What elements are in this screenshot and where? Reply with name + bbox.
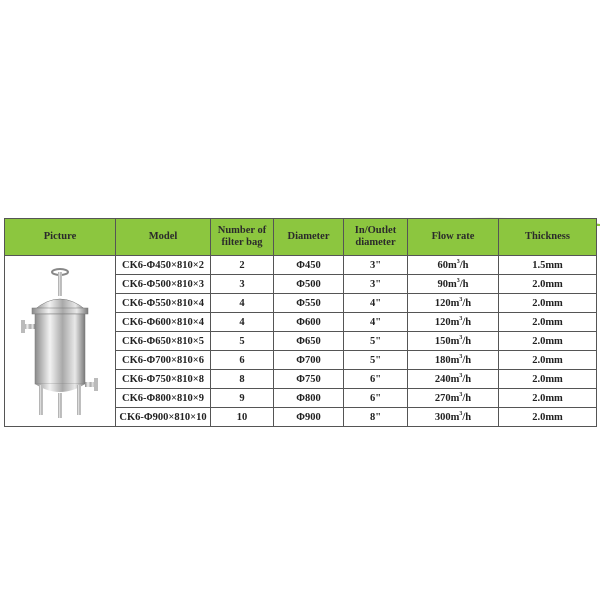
- flow-value: 300m: [434, 412, 460, 423]
- inoutlet-diameter-cell: 3": [344, 256, 408, 275]
- thickness-cell: 1.5mm: [499, 256, 597, 275]
- thickness-cell: 2.0mm: [499, 408, 597, 427]
- table-header-row: [5, 219, 597, 256]
- thickness-cell: 2.0mm: [499, 313, 597, 332]
- flow-rate-cell: [408, 275, 499, 294]
- flow-unit: /h: [462, 355, 472, 366]
- flow-rate-cell: [408, 408, 499, 427]
- inoutlet-diameter-cell: 6": [344, 389, 408, 408]
- diameter-cell: Φ700: [274, 351, 344, 370]
- diameter-cell: Φ750: [274, 370, 344, 389]
- header-picture: Picture: [5, 219, 116, 256]
- flow-unit: /h: [462, 317, 472, 328]
- flow-exponent: 3: [456, 259, 460, 265]
- model-cell: CK6-Φ650×810×5: [116, 332, 211, 351]
- diameter-cell: Φ900: [274, 408, 344, 427]
- header-thickness: Thickness: [499, 219, 597, 256]
- flow-exponent: 3: [456, 278, 460, 284]
- model-cell: CK6-Φ750×810×8: [116, 370, 211, 389]
- model-cell: CK6-Φ500×810×3: [116, 275, 211, 294]
- thickness-cell: 2.0mm: [499, 351, 597, 370]
- header-number-of-filter-bag: Number of filter bag: [211, 219, 274, 256]
- flow-value: 90m: [437, 279, 457, 290]
- flow-rate-cell: [408, 313, 499, 332]
- flow-rate-cell: [408, 256, 499, 275]
- inoutlet-diameter-cell: 6": [344, 370, 408, 389]
- model-cell: CK6-Φ800×810×9: [116, 389, 211, 408]
- flow-exponent: 3: [459, 316, 463, 322]
- thickness-cell: 2.0mm: [499, 370, 597, 389]
- filter-bag-count-cell: 4: [211, 294, 274, 313]
- flow-unit: /h: [459, 260, 469, 271]
- filter-bag-count-cell: 10: [211, 408, 274, 427]
- model-cell: CK6-Φ700×810×6: [116, 351, 211, 370]
- flow-unit: /h: [462, 374, 472, 385]
- filter-bag-count-cell: 5: [211, 332, 274, 351]
- picture-cell: [5, 256, 116, 427]
- filter-bag-count-cell: 8: [211, 370, 274, 389]
- diameter-cell: Φ800: [274, 389, 344, 408]
- inoutlet-diameter-cell: 4": [344, 294, 408, 313]
- flow-value: 270m: [434, 393, 460, 404]
- thickness-cell: 2.0mm: [499, 332, 597, 351]
- flow-unit: /h: [462, 412, 472, 423]
- thickness-cell: 2.0mm: [499, 294, 597, 313]
- flow-rate-cell: [408, 294, 499, 313]
- flow-unit: /h: [462, 336, 472, 347]
- header-inoutlet-diameter: In/Outlet diameter: [344, 219, 408, 256]
- inoutlet-diameter-cell: 8": [344, 408, 408, 427]
- flow-rate-cell: [408, 332, 499, 351]
- inoutlet-diameter-cell: 5": [344, 351, 408, 370]
- diameter-cell: Φ500: [274, 275, 344, 294]
- flow-rate-cell: [408, 389, 499, 408]
- flow-value: 240m: [434, 374, 460, 385]
- flow-exponent: 3: [459, 354, 463, 360]
- diameter-cell: Φ550: [274, 294, 344, 313]
- flow-unit: /h: [462, 393, 472, 404]
- filter-bag-count-cell: 4: [211, 313, 274, 332]
- flow-exponent: 3: [459, 411, 463, 417]
- flow-unit: /h: [462, 298, 472, 309]
- header-model: Model: [116, 219, 211, 256]
- flow-value: 60m: [437, 260, 457, 271]
- thickness-cell: 2.0mm: [499, 389, 597, 408]
- filter-bag-count-cell: 6: [211, 351, 274, 370]
- model-cell: CK6-Φ450×810×2: [116, 256, 211, 275]
- filter-bag-count-cell: 2: [211, 256, 274, 275]
- header-diameter: Diameter: [274, 219, 344, 256]
- flow-value: 120m: [434, 317, 460, 328]
- inoutlet-diameter-cell: 5": [344, 332, 408, 351]
- model-cell: CK6-Φ600×810×4: [116, 313, 211, 332]
- model-cell: CK6-Φ550×810×4: [116, 294, 211, 313]
- table-row: [5, 256, 597, 275]
- diameter-cell: Φ600: [274, 313, 344, 332]
- inoutlet-diameter-cell: 4": [344, 313, 408, 332]
- flow-value: 150m: [434, 336, 460, 347]
- thickness-cell: 2.0mm: [499, 275, 597, 294]
- flow-exponent: 3: [459, 297, 463, 303]
- flow-value: 120m: [434, 298, 460, 309]
- header-flow-rate: Flow rate: [408, 219, 499, 256]
- flow-value: 180m: [434, 355, 460, 366]
- bag-filter-housing-image: [10, 260, 110, 420]
- flow-exponent: 3: [459, 373, 463, 379]
- flow-unit: /h: [459, 279, 469, 290]
- diameter-cell: Φ450: [274, 256, 344, 275]
- flow-exponent: 3: [459, 392, 463, 398]
- inoutlet-diameter-cell: 3": [344, 275, 408, 294]
- filter-bag-count-cell: 3: [211, 275, 274, 294]
- flow-exponent: 3: [459, 335, 463, 341]
- filter-bag-count-cell: 9: [211, 389, 274, 408]
- flow-rate-cell: [408, 351, 499, 370]
- model-cell: CK6-Φ900×810×10: [116, 408, 211, 427]
- diameter-cell: Φ650: [274, 332, 344, 351]
- flow-rate-cell: [408, 370, 499, 389]
- product-spec-table: [4, 218, 597, 427]
